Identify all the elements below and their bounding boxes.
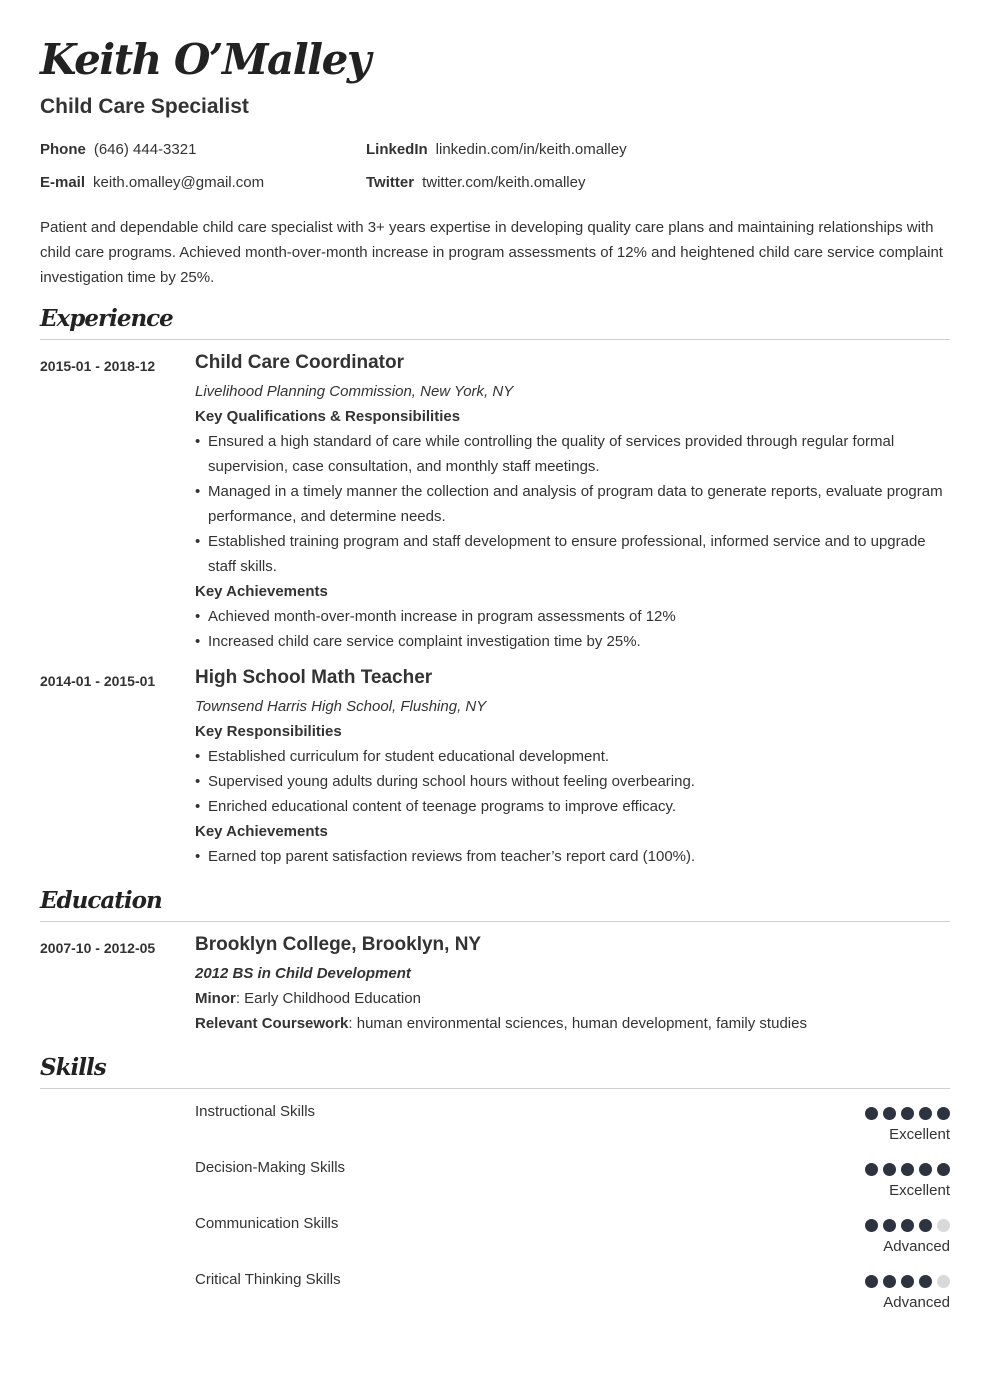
education-minor	[195, 986, 950, 1011]
skills-heading: Skills	[40, 1054, 106, 1081]
list-item: • Established curriculum for student educational development.	[195, 744, 950, 769]
minor-label: Minor	[195, 990, 236, 1007]
skill-row	[195, 1270, 950, 1320]
contact-twitter-label: Twitter	[366, 174, 415, 191]
rating-dot-filled	[865, 1163, 878, 1176]
list-item: • Ensured a high standard of care while controlling the quality of services provided through regular formal supervision, case consultation, and monthly staff meetings.	[195, 429, 950, 479]
rating-dot-filled	[865, 1107, 878, 1120]
experience-company: Livelihood Planning Commission, New York, NY	[195, 383, 514, 400]
experience-divider	[40, 339, 950, 340]
skill-row	[195, 1158, 950, 1208]
rating-dot-filled	[865, 1219, 878, 1232]
contact-email-label: E-mail	[40, 174, 86, 191]
contact-phone	[40, 140, 196, 160]
education-degree: 2012 BS in Child Development	[195, 965, 411, 982]
profile-summary: Patient and dependable child care specialist with 3+ years expertise in developing quality care plans and maintaining relationships with child care programs. Achieved month-over-month increase in program assessments of 12% and heightened child care service complaint investigation time by 25%.	[40, 219, 943, 286]
contact-linkedin-label: LinkedIn	[366, 141, 428, 158]
skill-level: Advanced	[883, 1294, 950, 1311]
achievements-heading: Key Achievements	[195, 583, 328, 600]
responsibilities-heading: Key Qualifications & Responsibilities	[195, 408, 461, 425]
rating-dot-filled	[901, 1107, 914, 1120]
education-heading: Education	[40, 887, 162, 914]
rating-dot-empty	[937, 1219, 950, 1232]
rating-dot-filled	[919, 1163, 932, 1176]
education-dates: 2007-10 - 2012-05	[40, 940, 156, 956]
education-coursework	[195, 1011, 950, 1036]
rating-dot-empty	[937, 1275, 950, 1288]
experience-dates: 2015-01 - 2018-12	[40, 358, 156, 374]
skill-row	[195, 1102, 950, 1152]
list-item: • Achieved month-over-month increase in program assessments of 12%	[195, 604, 950, 629]
skill-rating	[860, 1107, 950, 1120]
experience-dates: 2014-01 - 2015-01	[40, 673, 156, 689]
achievements-heading: Key Achievements	[195, 823, 328, 840]
list-item: • Enriched educational content of teenage programs to improve efficacy.	[195, 794, 950, 819]
skill-name: Instructional Skills	[195, 1103, 316, 1120]
candidate-title: Child Care Specialist	[40, 95, 249, 118]
contact-phone-label: Phone	[40, 141, 86, 158]
achievements-list	[195, 844, 950, 869]
contact-linkedin	[366, 140, 627, 160]
coursework-label: Relevant Coursework	[195, 1015, 349, 1032]
rating-dot-filled	[883, 1163, 896, 1176]
contact-twitter-value: twitter.com/keith.omalley	[422, 174, 586, 191]
skill-rating	[860, 1275, 950, 1288]
rating-dot-filled	[937, 1163, 950, 1176]
skill-name: Decision-Making Skills	[195, 1159, 346, 1176]
rating-dot-filled	[919, 1219, 932, 1232]
experience-role: High School Math Teacher	[195, 667, 433, 688]
rating-dot-filled	[901, 1163, 914, 1176]
rating-dot-filled	[919, 1275, 932, 1288]
list-item: • Increased child care service complaint investigation time by 25%.	[195, 629, 950, 654]
rating-dot-filled	[919, 1107, 932, 1120]
responsibilities-list	[195, 429, 950, 579]
skill-name: Critical Thinking Skills	[195, 1271, 341, 1288]
contact-email-value: keith.omalley@gmail.com	[93, 174, 265, 191]
experience-role: Child Care Coordinator	[195, 352, 405, 373]
rating-dot-filled	[883, 1219, 896, 1232]
responsibilities-list	[195, 744, 950, 819]
rating-dot-filled	[937, 1107, 950, 1120]
rating-dot-filled	[883, 1107, 896, 1120]
skill-rating	[860, 1219, 950, 1232]
coursework-value: : human environmental sciences, human development, family studies	[348, 1015, 807, 1032]
education-school: Brooklyn College, Brooklyn, NY	[195, 934, 482, 955]
list-item: • Supervised young adults during school hours without feeling overbearing.	[195, 769, 950, 794]
education-divider	[40, 921, 950, 922]
contact-twitter	[366, 173, 585, 193]
contact-linkedin-value: linkedin.com/in/keith.omalley	[435, 141, 627, 158]
list-item: • Earned top parent satisfaction reviews from teacher’s report card (100%).	[195, 844, 950, 869]
rating-dot-filled	[901, 1275, 914, 1288]
contact-email	[40, 173, 264, 193]
list-item: • Managed in a timely manner the collection and analysis of program data to generate reports, evaluate program performance, and determine needs.	[195, 479, 950, 529]
skill-rating	[860, 1163, 950, 1176]
minor-value: : Early Childhood Education	[235, 990, 421, 1007]
rating-dot-filled	[901, 1219, 914, 1232]
contact-phone-value: (646) 444-3321	[93, 141, 197, 158]
experience-heading: Experience	[40, 305, 173, 332]
skill-level: Excellent	[889, 1182, 950, 1199]
achievements-list	[195, 604, 950, 654]
candidate-name: Keith O’Malley	[40, 35, 370, 84]
skills-divider	[40, 1088, 950, 1089]
skill-row	[195, 1214, 950, 1264]
skill-level: Advanced	[883, 1238, 950, 1255]
skill-level: Excellent	[889, 1126, 950, 1143]
rating-dot-filled	[883, 1275, 896, 1288]
experience-company: Townsend Harris High School, Flushing, NY	[195, 698, 487, 715]
responsibilities-heading: Key Responsibilities	[195, 723, 342, 740]
list-item: • Established training program and staff development to ensure professional, informed service and to upgrade staff skills.	[195, 529, 950, 579]
rating-dot-filled	[865, 1275, 878, 1288]
skill-name: Communication Skills	[195, 1215, 339, 1232]
